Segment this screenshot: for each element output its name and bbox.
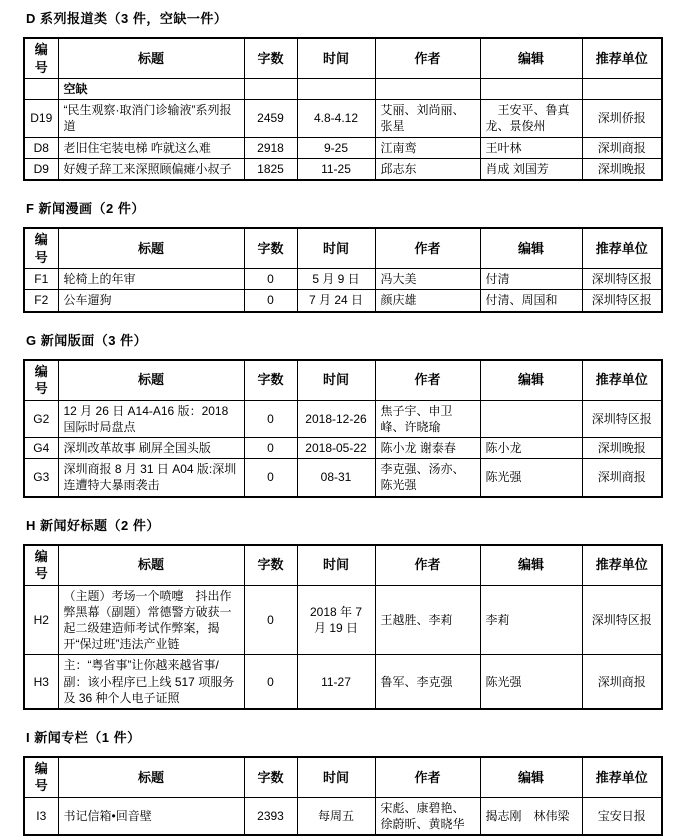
column-header-editor: 编辑 [480,38,582,79]
table-row [24,79,662,100]
cell-author: 焦子宇、申卫峰、许晓瑜 [375,400,480,437]
cell-date [297,79,375,100]
column-header-title: 标题 [58,360,244,401]
cell-date: 每周五 [297,798,375,836]
section-H-title: H 新闻好标题（2 件） [26,517,160,533]
cell-author: 颜庆雄 [375,290,480,312]
cell-title: 书记信箱•回音壁 [58,798,244,836]
column-header-author: 作者 [375,228,480,269]
table-row [24,137,662,158]
header-row [24,545,662,586]
cell-recommending-unit: 深圳晚报 [582,437,662,458]
section-I [23,727,661,836]
table-row [24,798,662,836]
cell-word-count: 0 [244,655,297,709]
awards-table-G [23,359,663,498]
cell-editor: 王安平、鲁真龙、景俊州 [480,100,582,137]
cell-id: G3 [24,459,58,497]
column-header-date: 时间 [297,228,375,269]
cell-word-count: 0 [244,585,297,655]
header-row [24,360,662,401]
cell-author: 王越胜、李莉 [375,585,480,655]
cell-recommending-unit: 深圳特区报 [582,585,662,655]
column-header-id: 编号 [24,757,58,798]
cell-author: 邱志东 [375,158,480,180]
cell-word-count: 0 [244,400,297,437]
cell-recommending-unit: 深圳特区报 [582,290,662,312]
cell-title: 好嫂子辞工来深照顾偏瘫小叔子 [58,158,244,180]
cell-recommending-unit [582,79,662,100]
cell-author: 江南鸾 [375,137,480,158]
cell-recommending-unit: 深圳特区报 [582,269,662,290]
awards-table-F [23,227,663,312]
cell-recommending-unit: 深圳侨报 [582,100,662,137]
cell-author: 艾丽、刘尚丽、张星 [375,100,480,137]
column-header-recommending-unit: 推荐单位 [582,360,662,401]
cell-word-count: 2393 [244,798,297,836]
section-D-title: D 系列报道类（3 件，空缺一件） [26,11,228,26]
cell-word-count [244,79,297,100]
column-header-date: 时间 [297,757,375,798]
cell-date: 2018-12-26 [297,400,375,437]
table-row [24,400,662,437]
cell-title: “民生观察·取消门诊输液”系列报道 [58,100,244,137]
column-header-editor: 编辑 [480,228,582,269]
cell-title: 空缺 [58,79,244,100]
cell-author: 鲁军、李克强 [375,655,480,709]
column-header-author: 作者 [375,360,480,401]
cell-editor: 王叶林 [480,137,582,158]
cell-date: 9-25 [297,137,375,158]
table-row [24,437,662,458]
column-header-author: 作者 [375,757,480,798]
cell-author: 冯大美 [375,269,480,290]
section-G-title: G 新闻版面（3 件） [26,332,148,348]
cell-date: 11-25 [297,158,375,180]
table-row [24,655,662,709]
column-header-editor: 编辑 [480,545,582,586]
table-row [24,269,662,290]
cell-title: 深圳商报 8 月 31 日 A04 版:深圳连遭特大暴雨袭击 [58,459,244,497]
column-header-id: 编号 [24,545,58,586]
column-header-word-count: 字数 [244,38,297,79]
awards-table-H [23,544,663,710]
section-F [23,198,661,312]
section-D [23,8,661,181]
column-header-title: 标题 [58,38,244,79]
awards-table-I [23,756,663,836]
cell-recommending-unit: 深圳商报 [582,137,662,158]
table-row [24,158,662,180]
column-header-title: 标题 [58,228,244,269]
cell-date: 11-27 [297,655,375,709]
cell-author: 李克强、汤亦、陈光强 [375,459,480,497]
section-F-title: F 新闻漫画（2 件） [26,201,145,217]
cell-id: H3 [24,655,58,709]
column-header-author: 作者 [375,545,480,586]
cell-editor: 李莉 [480,585,582,655]
column-header-editor: 编辑 [480,360,582,401]
cell-recommending-unit: 深圳商报 [582,459,662,497]
column-header-id: 编号 [24,38,58,79]
cell-id: F1 [24,269,58,290]
cell-date: 08-31 [297,459,375,497]
awards-table-D [23,37,663,181]
cell-recommending-unit: 宝安日报 [582,798,662,836]
cell-title: （主题）考场一个喷嚏 抖出作弊黑幕（副题）常德警方破获一起二级建造师考试作弊案，揭开“保过班”违法产业链 [58,585,244,655]
cell-id: G4 [24,437,58,458]
cell-editor: 肖成 刘国芳 [480,158,582,180]
cell-editor: 陈光强 [480,459,582,497]
column-header-date: 时间 [297,545,375,586]
cell-id: F2 [24,290,58,312]
column-header-recommending-unit: 推荐单位 [582,757,662,798]
cell-word-count: 0 [244,437,297,458]
cell-title: 老旧住宅装电梯 咋就这么难 [58,137,244,158]
column-header-recommending-unit: 推荐单位 [582,38,662,79]
column-header-date: 时间 [297,38,375,79]
cell-word-count: 0 [244,459,297,497]
table-row [24,459,662,497]
cell-editor: 付清 [480,269,582,290]
column-header-recommending-unit: 推荐单位 [582,545,662,586]
cell-recommending-unit: 深圳晚报 [582,158,662,180]
cell-editor: 揭志刚 林伟梁 [480,798,582,836]
cell-id [24,79,58,100]
section-G [23,330,661,498]
cell-id: I3 [24,798,58,836]
column-header-id: 编号 [24,228,58,269]
column-header-word-count: 字数 [244,757,297,798]
section-H [23,515,661,710]
cell-word-count: 2459 [244,100,297,137]
cell-editor: 陈光强 [480,655,582,709]
column-header-word-count: 字数 [244,360,297,401]
cell-author: 陈小龙 谢泰春 [375,437,480,458]
cell-title: 主：“粤省事”让你越来越省事/副：该小程序已上线 517 项服务及 36 种个人电子证照 [58,655,244,709]
column-header-id: 编号 [24,360,58,401]
cell-recommending-unit: 深圳特区报 [582,400,662,437]
column-header-word-count: 字数 [244,228,297,269]
table-row [24,290,662,312]
cell-word-count: 1825 [244,158,297,180]
cell-editor [480,400,582,437]
header-row [24,228,662,269]
cell-id: D19 [24,100,58,137]
sections-container [23,8,661,836]
cell-id: G2 [24,400,58,437]
cell-author: 宋彪、康碧艳、徐蔚昕、黄晓华 [375,798,480,836]
cell-date: 2018 年 7 月 19 日 [297,585,375,655]
cell-editor [480,79,582,100]
cell-title: 深圳改革故事 刷屏全国头版 [58,437,244,458]
column-header-recommending-unit: 推荐单位 [582,228,662,269]
cell-date: 5 月 9 日 [297,269,375,290]
table-row [24,585,662,655]
cell-title: 公车遛狗 [58,290,244,312]
section-I-title: I 新闻专栏（1 件） [26,729,141,745]
cell-date: 4.8-4.12 [297,100,375,137]
column-header-author: 作者 [375,38,480,79]
header-row [24,38,662,79]
cell-date: 2018-05-22 [297,437,375,458]
cell-id: D8 [24,137,58,158]
column-header-date: 时间 [297,360,375,401]
cell-recommending-unit: 深圳商报 [582,655,662,709]
cell-date: 7 月 24 日 [297,290,375,312]
column-header-editor: 编辑 [480,757,582,798]
header-row [24,757,662,798]
cell-title: 12 月 26 日 A14-A16 版：2018 国际时局盘点 [58,400,244,437]
cell-editor: 付清、周国和 [480,290,582,312]
column-header-title: 标题 [58,757,244,798]
cell-author [375,79,480,100]
cell-title: 轮椅上的年审 [58,269,244,290]
table-row [24,100,662,137]
cell-word-count: 2918 [244,137,297,158]
column-header-title: 标题 [58,545,244,586]
column-header-word-count: 字数 [244,545,297,586]
cell-word-count: 0 [244,269,297,290]
cell-editor: 陈小龙 [480,437,582,458]
cell-id: H2 [24,585,58,655]
cell-id: D9 [24,158,58,180]
cell-word-count: 0 [244,290,297,312]
